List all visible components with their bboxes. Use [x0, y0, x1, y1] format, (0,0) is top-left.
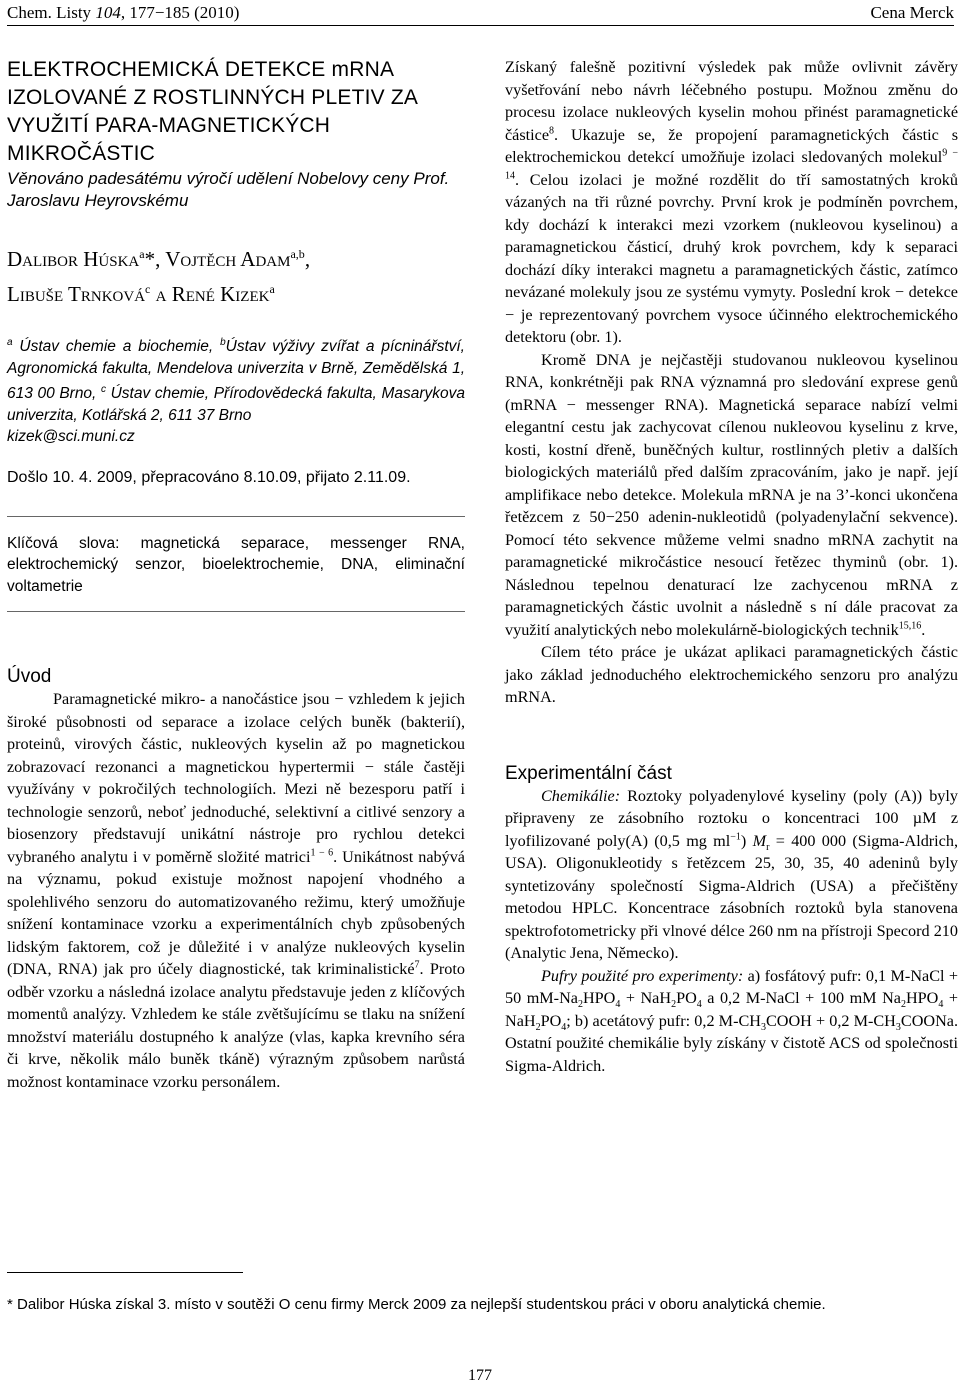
- page-number: 177: [468, 1367, 492, 1384]
- intro-paragraph-3: Kromě DNA je nejčastěji studovanou nukleovou kyselinou RNA, konkrétněji pak RNA významná pro sledování exprese genů (mRNA − messenger RNA). Magnetická separace nabízí velmi elegantní cestu jak zachycovat cílenou nukleovou kyselinu z krve, kosti, kostní dřeně, buněčných kultur, rostlinných pletiv a dalších biologických materiálů před dalším zpracováním, jako je např. její amplifikace nebo detekce. Molekula mRNA je na 3’-konci ukončena řetězcem z 50−250 adenin-nukleotidů (polyadenylační sekvence). Pomocí této sekvence můžeme velmi snadno mRNA zachytit na paramagnetické mikročástice nesoucí řetězec thyminů (obr. 1). Následnou tepelnou denaturací lze zachycenou mRNA z paramagnetických částic uvolnit a následně s ní dále pracovat za využití analytických nebo molekulárně-biologických technik$^{15,16}$.: [505, 350, 958, 639]
- divider-top: [7, 516, 465, 517]
- left-column: [7, 56, 465, 1093]
- section-heading-experimental: Experimentální část: [505, 762, 672, 784]
- chemicals-paragraph: Chemikálie: Roztoky polyadenylové kyseliny (poly (A)) byly připraveny ze zásobního roztoku o koncentraci 100 µM z lyofilizované poly(A) (0,5 mg $ml^{-1}$) $M_r = 400$ 000 (Sigma-Aldrich, USA). Oligonukleotidy s řetězcem 25, 30, 35, 40 adeninů byly syntetizovány společností Sigma-Aldrich (USA) a přečištěny metodou HPLC. Koncentrace zásobních roztoků byla stanovena spektrofotometricky při vlnové délce 260 nm na přístroji Specord 210 (Analytic Jena, Německo).: [505, 786, 959, 962]
- intro-paragraph-2: Získaný falešně pozitivní výsledek pak může ovlivnit závěry vyšetřování nebo návrh léčebného postupu. Možnou změnu do procesu izolace nukleových kyselin mohou přinést paramagnetické částice$^8$. Ukazuje se, že propojení paramagnetických částic s elektrochemickou detekcí umožňuje izolaci sledovaných molekul$^{9 - 14}$. Celou izolaci je možné rozdělit do tří samostatných kroků vázaných na tři různé povrchy. První krok je podmíněn povrchem, kdy dochází k interakci mezi vzorkem (nukleovou kyselinou) a paramagnetickou částicí, druhý krok povrchem, kdy k separaci dochází díky interakci magnetu a paramagnetických částic, zatímco nevázané molekuly jsou ze systému vymyty. Poslední krok − detekce − je reprezentovaný povrchem vysoce účinného elektrochemického detektoru (obr. 1).: [505, 58, 959, 346]
- keywords: Klíčová slova: magnetická separace, messenger RNA, elektrochemický senzor, bioelektrochemie, DNA, eliminační voltametrie: [7, 534, 465, 595]
- intro-paragraph-1: Paramagnetické mikro- a nanočástice jsou − vzhledem k jejich široké působnosti od separace a izolace celých buněk (bakterií), proteinů, virových částic, nukleových kyselin až po magnetickou zobrazovací rezonanci a magnetickou hypertermii − stále častěji využívány v pokročilých technologiích. Mezi ně bezesporu patří i technologie senzorů, neboť jednoduché, selektivní a citlivé senzory a biosenzory představují unikátní nástroje pro rychlou detekci vybraného analytu i v poměrně složité matrici$^{1 - 6}$. Unikátnost nabývá na významu, pokud existuje možnost napojení vhodného a spolehlivého senzoru do automatizovaného režimu, který umožňuje snížení kontaminace vzorku a experimentálních chyb způsobených lidským faktorem, což je důležité i v analýze nukleových kyselin (DNA, RNA) jak pro účely diagnostické, tak kriminalistické$^7$. Proto odběr vzorku a následná izolace analytu představuje jeden z klíčových momentů analýzy. Vzhledem ke stále zvětšujícímu se tlaku na snížení množství materiálu dostupného k analýze (vlas, kapka krevního séra či krve, několik málo buněk tkáně) výrazným způsobem narůstá možnost kontaminace vzorku personálem.: [7, 690, 465, 1091]
- author-list: Dalibor Húska$^a$*, Vojtěch Adam$^{a,b}$, Libuše Trnková$^c$ a René Kizek$^a$: [7, 247, 311, 306]
- dedication: Věnováno padesátému výročí udělení Nobelovy ceny Prof. Jaroslavu Heyrovskému: [7, 169, 450, 210]
- footnote: * Dalibor Húska získal 3. místo v soutěži O cenu firmy Merck 2009 za nejlepší studentskou práci v oboru analytická chemie.: [7, 1296, 826, 1313]
- article-title: ELEKTROCHEMICKÁ DETEKCE mRNA IZOLOVANÉ Z ROSTLINNÝCH PLETIV ZA VYUŽITÍ PARA-MAGNETICKÝCH MIKROČÁSTIC: [7, 58, 417, 165]
- intro-paragraph-4: Cílem této práce je ukázat aplikaci paramagnetických částic jako základ jednoduchého elektrochemického senzoru pro analýzu mRNA.: [505, 643, 958, 706]
- section-heading-intro: Úvod: [7, 666, 52, 688]
- received-dates: Došlo 10. 4. 2009, přepracováno 8.10.09, přijato 2.11.09.: [7, 468, 411, 486]
- divider-bottom: [7, 611, 465, 612]
- section-label: Cena Merck: [870, 3, 954, 22]
- footnote-rule: [7, 1272, 243, 1273]
- right-column: [505, 56, 958, 1077]
- contact-email[interactable]: kizek@sci.muni.cz: [7, 428, 135, 446]
- affiliations: $^a$ Ústav chemie a biochemie, $^b$Ústav výživy zvířat a pícninářství, Agronomická fakulta, Mendelova univerzita v Brně, Zemědělská 1, 613 00 Brno, $^c$ Ústav chemie, Přírodovědecká fakulta, Masarykova univerzita, Kotlářská 2, 611 37 Brno kizek@sci.muni.cz: [7, 337, 466, 446]
- running-header: [7, 3, 954, 26]
- buffers-paragraph: Pufry použité pro experimenty: a) fosfátový pufr: 0,1 M-NaCl + 50 $mM-Na_2HPO_4 + NaH_2PO_4$ a 0,2 M-NaCl + 100 mM $Na_2HPO_4 + NaH_2PO_4$; b) acetátový pufr: 0,2 $M-CH_3COOH + 0,2$ $M-CH_3COONa$. Ostatní použité chemikálie byly získány v čistotě ACS od společnosti Sigma-Aldrich.: [505, 966, 958, 1075]
- journal-citation: Chem. Listy 104, 177−185 (2010): [7, 3, 240, 22]
